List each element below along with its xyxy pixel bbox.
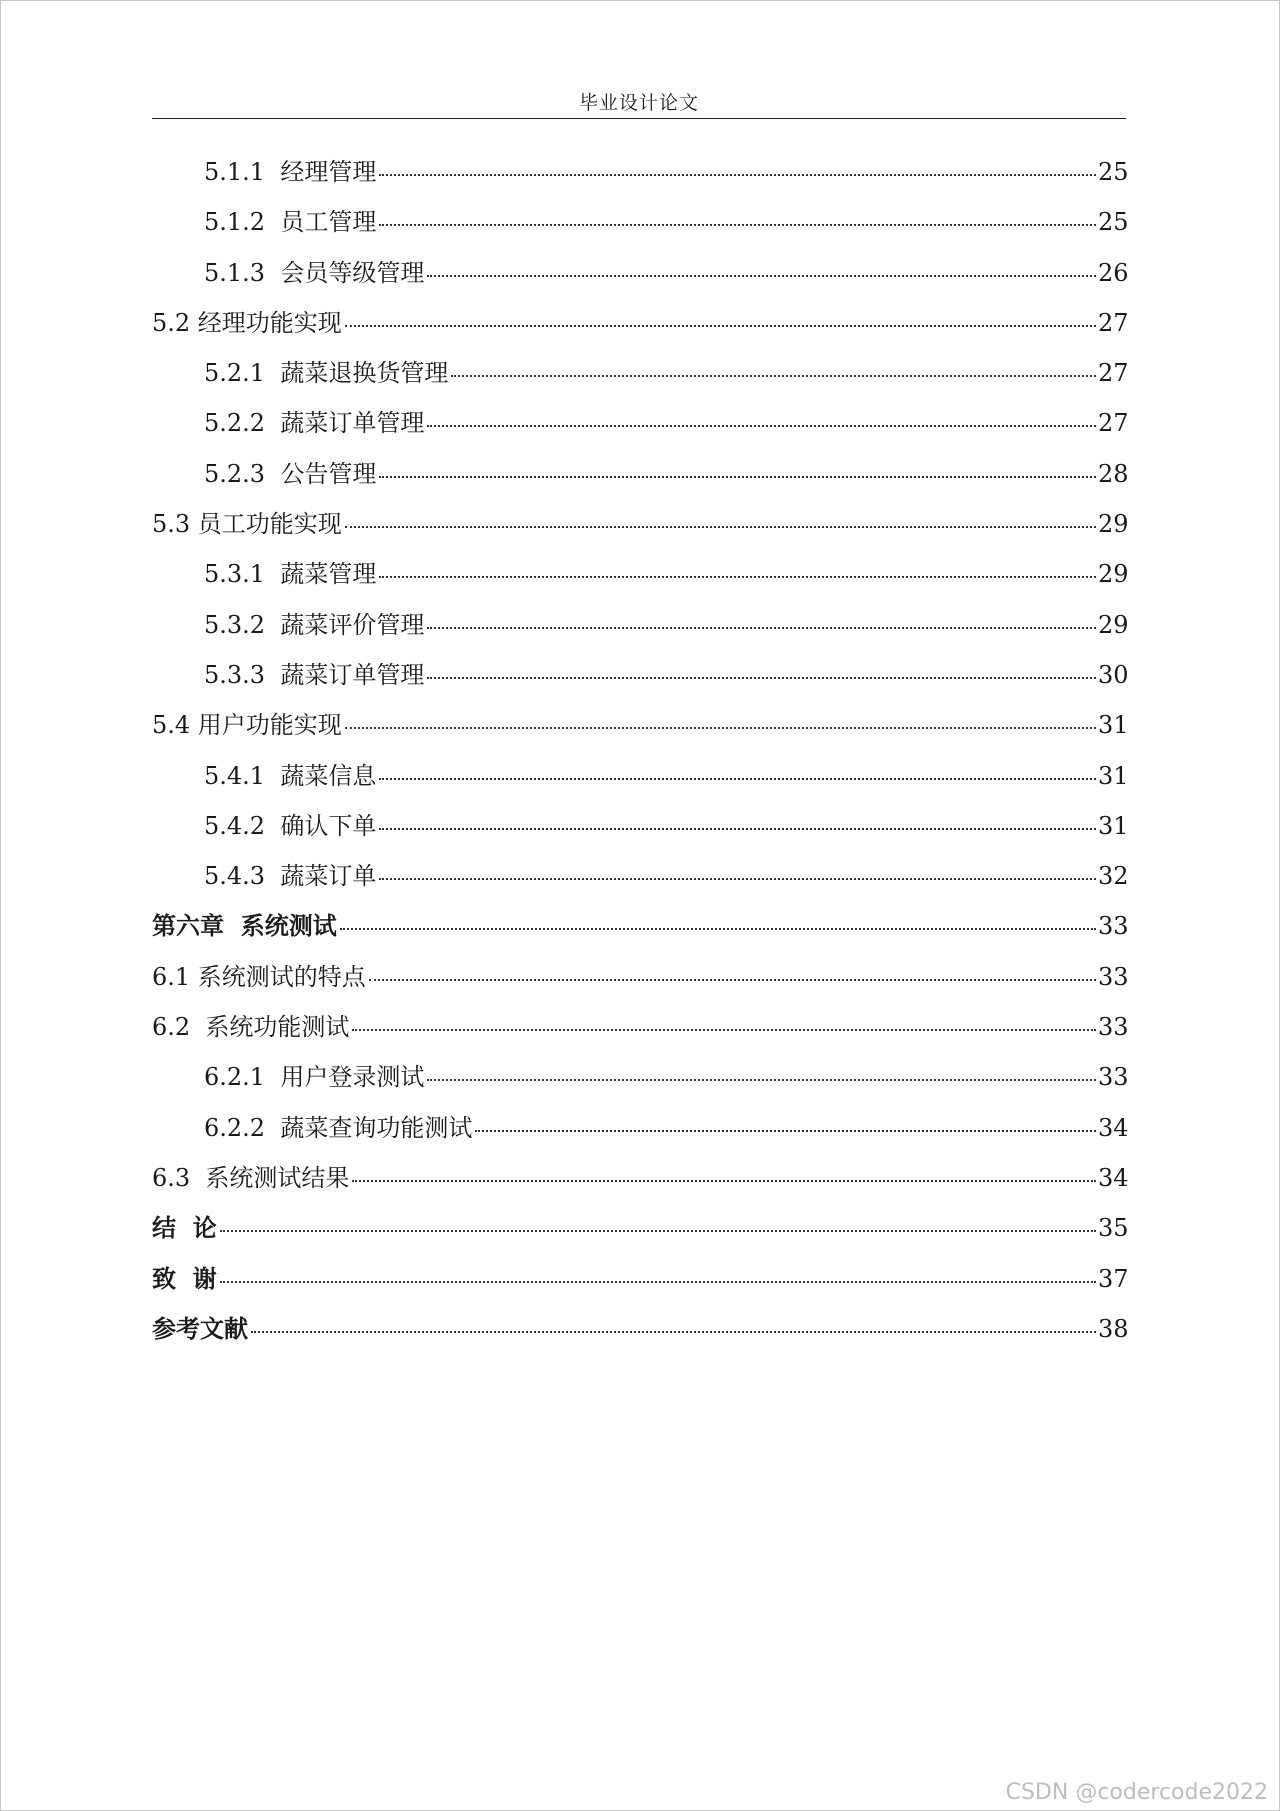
toc-leader-dots bbox=[251, 1329, 1096, 1333]
toc-entry-title: 5.3 员工功能实现 bbox=[152, 510, 342, 539]
toc-leader-dots bbox=[379, 474, 1096, 478]
toc-entry-title: 6.2.1 用户登录测试 bbox=[204, 1063, 425, 1092]
toc-entry[interactable] bbox=[152, 356, 1129, 406]
toc-entry-page: 29 bbox=[1098, 510, 1129, 539]
toc-leader-dots bbox=[369, 977, 1096, 981]
toc-entry[interactable] bbox=[152, 507, 1129, 557]
toc-entry[interactable] bbox=[152, 406, 1129, 456]
toc-entry-title: 5.3.1 蔬菜管理 bbox=[204, 560, 377, 589]
toc-entry[interactable] bbox=[152, 1211, 1129, 1261]
toc-entry-title: 第六章 系统测试 bbox=[152, 911, 337, 941]
toc-entry-page: 30 bbox=[1098, 660, 1129, 689]
toc-entry-page: 25 bbox=[1098, 158, 1129, 186]
toc-entry[interactable] bbox=[152, 859, 1129, 909]
toc-entry-title: 6.2 系统功能测试 bbox=[152, 1013, 350, 1042]
toc-entry[interactable] bbox=[152, 708, 1129, 758]
toc-leader-dots bbox=[220, 1228, 1096, 1232]
toc-entry-title: 5.1.3 会员等级管理 bbox=[204, 258, 425, 287]
toc-entry[interactable] bbox=[152, 1262, 1129, 1312]
toc-entry-title: 5.2 经理功能实现 bbox=[152, 308, 342, 337]
toc-leader-dots bbox=[427, 273, 1096, 277]
toc-entry[interactable] bbox=[152, 155, 1129, 205]
toc-entry-page: 29 bbox=[1098, 610, 1129, 639]
toc-leader-dots bbox=[340, 926, 1096, 930]
toc-entry[interactable] bbox=[152, 1111, 1129, 1161]
toc-entry[interactable] bbox=[152, 909, 1129, 959]
toc-leader-dots bbox=[352, 1027, 1096, 1031]
toc-leader-dots bbox=[345, 725, 1096, 729]
toc-entry[interactable] bbox=[152, 1161, 1129, 1211]
toc-entry[interactable] bbox=[152, 658, 1129, 708]
toc-entry-page: 27 bbox=[1098, 359, 1129, 388]
page-header-title: 毕业设计论文 bbox=[578, 92, 699, 114]
toc-entry-title: 5.4 用户功能实现 bbox=[152, 711, 342, 740]
toc-leader-dots bbox=[427, 675, 1096, 679]
toc-entry-page: 27 bbox=[1098, 308, 1129, 337]
toc-entry-title: 6.1 系统测试的特点 bbox=[152, 962, 366, 991]
toc-leader-dots bbox=[379, 826, 1096, 830]
toc-entry-title: 5.3.2 蔬菜评价管理 bbox=[204, 610, 425, 639]
toc-entry-title: 致 谢 bbox=[152, 1263, 217, 1293]
toc-entry[interactable] bbox=[152, 608, 1129, 658]
toc-entry-page: 31 bbox=[1098, 711, 1129, 740]
toc-entry-page: 34 bbox=[1098, 1163, 1129, 1192]
toc-entry-title: 5.3.3 蔬菜订单管理 bbox=[204, 660, 425, 689]
toc-entry[interactable] bbox=[152, 557, 1129, 607]
toc-entry-title: 5.1.2 员工管理 bbox=[204, 208, 377, 237]
toc-leader-dots bbox=[475, 1128, 1096, 1132]
toc-entry-page: 38 bbox=[1098, 1314, 1129, 1343]
toc-leader-dots bbox=[379, 776, 1096, 780]
toc-leader-dots bbox=[379, 222, 1096, 226]
toc-entry-page: 31 bbox=[1098, 811, 1129, 840]
toc-leader-dots bbox=[379, 574, 1096, 578]
toc-entry-page: 26 bbox=[1098, 258, 1129, 287]
toc-leader-dots bbox=[352, 1178, 1096, 1182]
toc-entry[interactable] bbox=[152, 759, 1129, 809]
table-of-contents bbox=[152, 155, 1129, 1362]
toc-entry-page: 32 bbox=[1098, 862, 1129, 891]
toc-entry-title: 6.3 系统测试结果 bbox=[152, 1163, 350, 1192]
toc-entry-title: 5.4.3 蔬菜订单 bbox=[204, 862, 377, 891]
toc-entry-title: 结 论 bbox=[152, 1213, 217, 1243]
header-rule bbox=[152, 118, 1126, 119]
toc-entry-title: 5.4.2 确认下单 bbox=[204, 811, 377, 840]
toc-entry[interactable] bbox=[152, 1060, 1129, 1110]
toc-entry-page: 33 bbox=[1098, 1063, 1129, 1092]
toc-entry[interactable] bbox=[152, 1010, 1129, 1060]
toc-entry-title: 5.1.1 经理管理 bbox=[204, 158, 377, 186]
toc-leader-dots bbox=[427, 423, 1096, 427]
toc-entry[interactable] bbox=[152, 256, 1129, 306]
toc-entry[interactable] bbox=[152, 306, 1129, 356]
toc-entry-title: 6.2.2 蔬菜查询功能测试 bbox=[204, 1113, 473, 1142]
toc-entry-title: 5.2.2 蔬菜订单管理 bbox=[204, 409, 425, 438]
toc-entry-page: 25 bbox=[1098, 208, 1129, 237]
toc-leader-dots bbox=[427, 1077, 1096, 1081]
toc-entry-page: 37 bbox=[1098, 1264, 1129, 1293]
toc-entry-page: 34 bbox=[1098, 1113, 1129, 1142]
toc-entry-page: 29 bbox=[1098, 560, 1129, 589]
toc-entry[interactable] bbox=[152, 1312, 1129, 1362]
toc-entry-title: 5.4.1 蔬菜信息 bbox=[204, 761, 377, 790]
toc-leader-dots bbox=[427, 625, 1096, 629]
toc-entry-page: 27 bbox=[1098, 409, 1129, 438]
toc-entry-title: 5.2.1 蔬菜退换货管理 bbox=[204, 359, 449, 388]
toc-entry-page: 28 bbox=[1098, 459, 1129, 488]
toc-entry[interactable] bbox=[152, 457, 1129, 507]
toc-leader-dots bbox=[451, 373, 1096, 377]
toc-entry-title: 参考文献 bbox=[152, 1313, 248, 1343]
toc-entry-page: 33 bbox=[1098, 1013, 1129, 1042]
toc-entry-page: 33 bbox=[1098, 962, 1129, 991]
toc-leader-dots bbox=[345, 323, 1096, 327]
toc-entry-page: 31 bbox=[1098, 761, 1129, 790]
toc-leader-dots bbox=[379, 876, 1096, 880]
toc-entry-page: 33 bbox=[1098, 912, 1129, 941]
toc-entry[interactable] bbox=[152, 809, 1129, 859]
toc-leader-dots bbox=[379, 172, 1096, 176]
toc-entry[interactable] bbox=[152, 960, 1129, 1010]
toc-leader-dots bbox=[345, 524, 1096, 528]
watermark: CSDN @codercode2022 bbox=[1005, 1780, 1268, 1805]
toc-entry-title: 5.2.3 公告管理 bbox=[204, 459, 377, 488]
toc-leader-dots bbox=[220, 1279, 1096, 1283]
toc-entry-page: 35 bbox=[1098, 1214, 1129, 1243]
toc-entry[interactable] bbox=[152, 205, 1129, 255]
